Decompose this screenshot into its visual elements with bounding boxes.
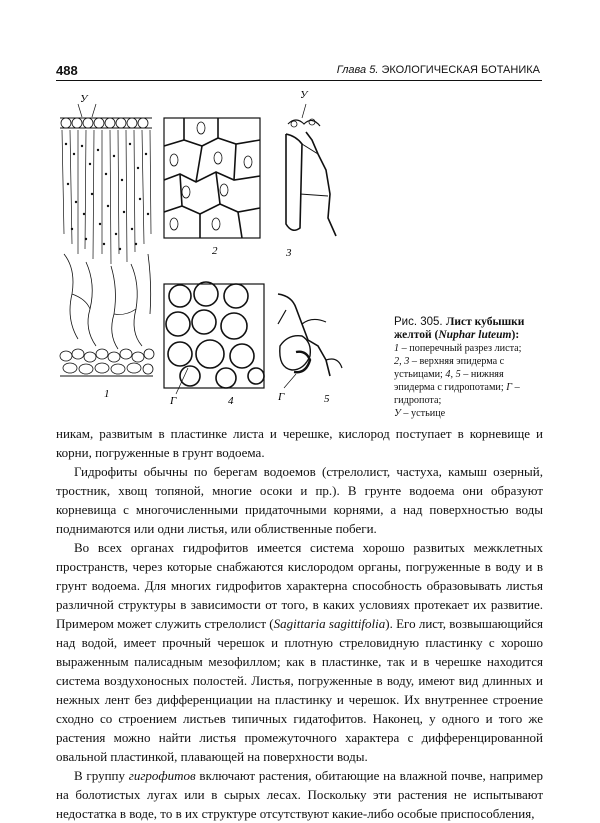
caption-line-5: – устьице: [400, 408, 446, 419]
caption-line-2: – верхняя эпидерма с устьицами;: [394, 356, 505, 380]
paragraph-3: [56, 538, 543, 766]
label-u-right: У: [300, 89, 308, 101]
page-number: 488: [56, 63, 78, 78]
caption-num-2: 2, 3: [394, 356, 410, 367]
label-fig4: 4: [228, 395, 234, 407]
label-fig2: 2: [212, 245, 218, 257]
label-g-fig5: Г: [278, 391, 285, 403]
paragraph-4-part-a: В группу: [74, 768, 129, 783]
paragraph-3-part-a: Во всех органах гидрофитов имеется система хорошо развитых межклетных пространств, через которые снабжаются кислородом органы, погруженные в воду и в грунт водоема. Для многих гидрофитов характерна способность образовывать листья различной структуры в зависимости от того, в каких условиях протекает их развитие. Примером может служить стрелолист (: [56, 540, 543, 631]
body-text: [56, 424, 543, 823]
paragraph-4-part-b: включают растения, обитающие на влажной почве, например на болотистых лугах или в сырых лесах. Поскольку эти растения не испытывают недостатка в воде, то в их структуре отсутствуют какие-либо особые приспособления,: [56, 768, 543, 821]
label-u-left: У: [80, 93, 88, 105]
header-rule: [56, 80, 542, 81]
caption-num-3: 4, 5: [445, 369, 461, 380]
label-fig3: 3: [286, 247, 292, 259]
chapter-title: ЭКОЛОГИЧЕСКАЯ БОТАНИКА: [381, 64, 540, 76]
caption-num-1: 1: [394, 343, 400, 354]
caption-line-3: – нижняя эпидерма с гидропотами;: [394, 369, 504, 393]
caption-num-4: Г: [506, 382, 513, 393]
paragraph-4-term: гигрофитов: [128, 768, 196, 783]
label-fig1: 1: [104, 388, 110, 400]
hydropote-drawing: [278, 294, 342, 388]
caption-line-1: – поперечный разрез листа;: [399, 343, 522, 354]
cross-section-drawing: [60, 104, 154, 376]
caption-title-end: ):: [511, 329, 520, 341]
caption-latin: Nuphar luteum: [438, 329, 512, 341]
leaf-anatomy-figure: [56, 84, 396, 414]
paragraph-1: никам, развитым в пластинке листа и черешке, кислород поступает в корневище и корни, погруженные в грунт водоема.: [56, 426, 543, 460]
upper-epidermis-section-drawing: [286, 104, 336, 236]
lower-epidermis-drawing: [164, 282, 264, 394]
paragraph-2: Гидрофиты обычны по берегам водоемов (стрелолист, частуха, камыш озерный, тростник, хвощ топяной, многие осоки и пр.). В грунте водоема они образуют корневища с многочисленными придаточными корнями, а над поверхностью воды поднимаются или одни листья, или облиственные побеги.: [56, 464, 543, 536]
caption-line-4: – гидропота;: [394, 382, 520, 406]
paragraph-4: [56, 766, 543, 823]
chapter-prefix: Глава 5.: [336, 64, 379, 76]
caption-num-5: У: [394, 408, 401, 419]
upper-epidermis-drawing: [164, 118, 260, 238]
caption-fig-number: Рис. 305.: [394, 316, 443, 328]
caption-title: Лист кубышки желтой (: [394, 316, 525, 341]
running-header: [337, 64, 540, 76]
paragraph-3-part-b: ). Его лист, возвышающийся над водой, имеет прочный черешок и плотную стреловидную пластинку с хорошо выраженным палисадным мезофиллом; как в пластинке, так и в черешке находится система воздухоносных полостей. Листья, погруженные в воду, имеют вид длинных и нежных лент без дифференциации на пластинку и черешок. Их внутреннее строение сходно со строением листьев типичных гидатофитов. Наконец, у одного и того же растения можно найти листья промежуточного характера с дифференцированной овальной пластинкой, плавающей на поверхности воды.: [56, 616, 543, 764]
label-g-fig4: Г: [170, 395, 177, 407]
label-fig5: 5: [324, 393, 330, 405]
figure-caption: [394, 316, 544, 420]
paragraph-3-latin: Sagittaria sagittifolia: [273, 616, 386, 631]
